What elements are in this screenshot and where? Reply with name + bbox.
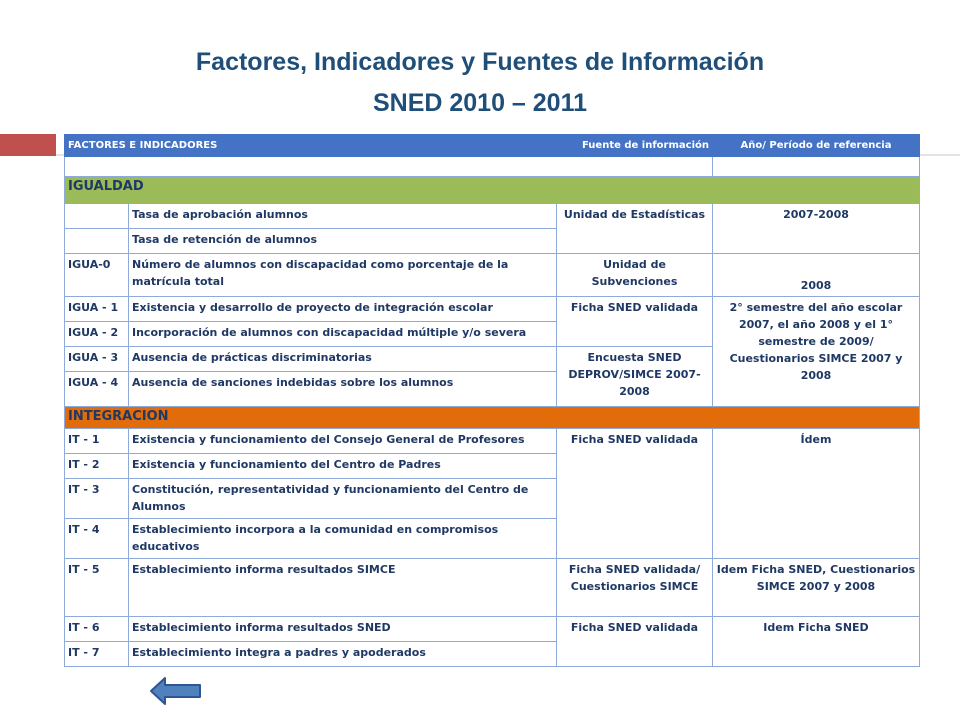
row-indicator: Tasa de retención de alumnos [129,229,557,254]
header-factores: FACTORES E INDICADORES [65,135,557,157]
source-cell: Ficha SNED validada [557,617,713,667]
table-row [65,429,920,454]
row-code: IT - 2 [65,454,129,479]
header-fuente: Fuente de información [557,135,713,157]
row-code: IT - 4 [65,519,129,559]
row-code [65,229,129,254]
table-row [65,254,920,297]
row-indicator: Existencia y funcionamiento del Centro de Padres [129,454,557,479]
page-title: Factores, Indicadores y Fuentes de Información [195,48,765,76]
row-indicator: Ausencia de sanciones indebidas sobre los alumnos [129,372,557,407]
table-row [65,617,920,642]
row-code: IT - 7 [65,642,129,667]
indicators-table [64,134,920,667]
row-indicator: Establecimiento incorpora a la comunidad en compromisos educativos [129,519,557,559]
accent-bar [0,134,56,156]
section-igualdad [65,177,920,204]
row-code: IGUA-0 [65,254,129,297]
table-row [65,297,920,322]
row-code [65,204,129,229]
period-cell: Idem Ficha SNED, Cuestionarios SIMCE 2007 y 2008 [713,559,920,617]
row-code: IT - 1 [65,429,129,454]
left-arrow-icon[interactable] [149,676,203,706]
row-indicator: Constitución, representatividad y funcionamiento del Centro de Alumnos [129,479,557,519]
row-code: IT - 3 [65,479,129,519]
row-code: IGUA - 2 [65,322,129,347]
source-cell: Encuesta SNED DEPROV/SIMCE 2007-2008 [557,347,713,407]
source-cell: Ficha SNED validada [557,429,713,559]
period-cell: 2° semestre del año escolar 2007, el año 2008 y el 1° semestre de 2009/ Cuestionarios SIMCE 2007 y 2008 [713,297,920,407]
row-code: IT - 6 [65,617,129,642]
row-indicator: Existencia y desarrollo de proyecto de integración escolar [129,297,557,322]
row-code: IT - 5 [65,559,129,617]
row-indicator: Número de alumnos con discapacidad como porcentaje de la matrícula total [129,254,557,297]
row-indicator: Ausencia de prácticas discriminatorias [129,347,557,372]
row-indicator: Establecimiento informa resultados SNED [129,617,557,642]
row-code: IGUA - 1 [65,297,129,322]
row-indicator: Establecimiento integra a padres y apoderados [129,642,557,667]
row-code: IGUA - 4 [65,372,129,407]
source-cell: Ficha SNED validada/ Cuestionarios SIMCE [557,559,713,617]
table-header-row [65,135,920,157]
period-cell: 2008 [713,254,920,297]
period-cell: Ídem [713,429,920,559]
section-integracion [65,407,920,429]
source-cell: Unidad de Estadísticas [557,204,713,254]
row-indicator: Existencia y funcionamiento del Consejo General de Profesores [129,429,557,454]
spacer-row [65,157,920,177]
row-indicator: Tasa de aprobación alumnos [129,204,557,229]
period-cell: 2007-2008 [713,204,920,254]
period-cell: Idem Ficha SNED [713,617,920,667]
row-indicator: Incorporación de alumnos con discapacidad múltiple y/o severa [129,322,557,347]
row-indicator: Establecimiento informa resultados SIMCE [129,559,557,617]
section-label: IGUALDAD [65,177,920,204]
row-code: IGUA - 3 [65,347,129,372]
table-row [65,204,920,229]
section-label: INTEGRACION [65,407,920,429]
header-periodo: Año/ Período de referencia [713,135,920,157]
page-subtitle: SNED 2010 – 2011 [372,89,588,117]
source-cell: Unidad de Subvenciones [557,254,713,297]
source-cell: Ficha SNED validada [557,297,713,347]
table-row [65,559,920,617]
